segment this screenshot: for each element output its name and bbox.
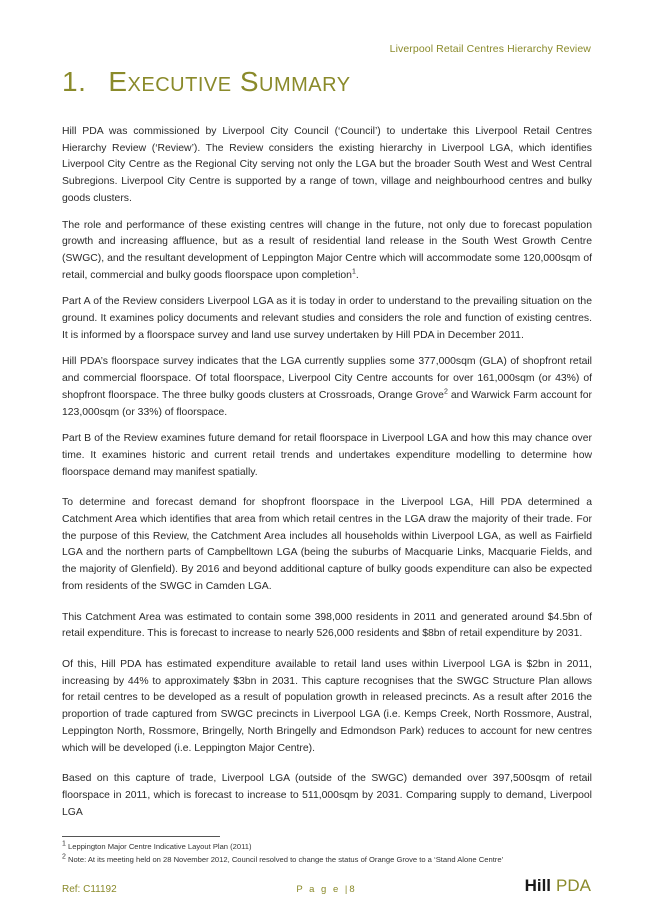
paragraph: The role and performance of these existing centres will change in the future, not only due to forecast population growth and increasing affluence, but as a result of residential land release in the South West Growth Centre (SWGC), and the resultant development of Leppington Major Centre which will accommodate some 120,000sqm of retail, commercial and bulky goods floorspace upon completion$^1$. — [62, 219, 592, 281]
section-number: 1. — [62, 66, 87, 97]
paragraph: Part B of the Review examines future demand for retail floorspace in Liverpool LGA and how this may chance over time. It examines historic and current retail trends and undertakes expenditure modelling to determine how floorspace demand may manifest spatially. — [62, 433, 592, 478]
paragraph: This Catchment Area was estimated to contain some 398,000 residents in 2011 and generated around $4.5bn of retail expenditure. This is forecast to increase to nearly 526,000 residents and $8bn of retail expenditure by 2031. — [62, 611, 592, 640]
footnote-ref: 1 — [351, 268, 356, 276]
footnote: $^1$ Leppington Major Centre Indicative Layout Plan (2011) — [62, 840, 252, 851]
footnote-ref: 2 — [443, 388, 448, 396]
paragraph: Hill PDA’s floorspace survey indicates that the LGA currently supplies some 377,000sqm (GLA) of shopfront retail and commercial floorspace. Of total floorspace, Liverpool City Centre accounts for over 161,000sqm (or 43%) of shopfront floorspace. The three bulky goods clusters at Crossroads, Orange Grove$^2$ and Warwick Farm account for 123,000sqm (or 33%) of floorspace. — [62, 356, 592, 418]
company-logo: Hill PDA — [524, 876, 591, 895]
paragraph: Part A of the Review considers Liverpool LGA as it is today in order to understand to the prevailing situation on the ground. It examines policy documents and relevant studies and considers the role and function of existing centres. It is informed by a floorspace survey and land use survey undertaken by Hill PDA in December 2011. — [62, 296, 592, 341]
footer-reference: Ref: C11192 — [62, 884, 117, 895]
footnote-divider — [62, 836, 220, 837]
running-header: Liverpool Retail Centres Hierarchy Review — [389, 43, 591, 55]
footnote: $^2$ Note: At its meeting held on 28 November 2012, Council resolved to change the status of Orange Grove to a ‘Stand Alone Centre’ — [62, 852, 504, 864]
body-text — [62, 124, 592, 831]
section-title: Executive Summary — [108, 66, 351, 97]
page-number: P a g e |8 — [296, 884, 357, 895]
paragraph: Based on this capture of trade, Liverpool LGA (outside of the SWGC) demanded over 397,500sqm of retail floorspace in 2011, which is forecast to increase to 511,000sqm by 2031. Comparing supply to demand, Liverpool LGA — [62, 773, 592, 818]
paragraph: Hill PDA was commissioned by Liverpool City Council (‘Council’) to undertake this Liverpool Retail Centres Hierarchy Review (‘Review’). The Review considers the existing hierarchy in Liverpool LGA, which identifies Liverpool City Centre as the Regional City serving not only the LGA but the broader South West and West Central Subregions. Liverpool City Centre is supported by a range of town, village and neighbourhood centres and bulky goods clusters. — [62, 126, 592, 204]
paragraph: Of this, Hill PDA has estimated expenditure available to retail land uses within Liverpool LGA is $2bn in 2011, increasing by 44% to approximately $3bn in 2031. This capture recognises that the SWGC Structure Plan allows for retail centres to be developed as a result of population growth in released precincts. As a result after 2016 the proportion of trade captured from SWGC precincts in Liverpool LGA (i.e. Kemps Creek, North Rossmore, Austral, Leppington North, Rossmore, Bringelly, North Bringelly and Edmondson Park) reduces to account for new centres which will be developed (i.e. Leppington Major Centre). — [62, 658, 592, 754]
paragraph: To determine and forecast demand for shopfront floorspace in the Liverpool LGA, Hill PDA determined a Catchment Area which identifies that area from which retail centres in the LGA draw the majority of their trade. For the purpose of this Review, the Catchment Area includes all households within Liverpool LGA, as well as Fairfield LGA and the northern parts of Campbelltown LGA (being the suburbs of Macquarie Links, Macquarie Fields, and the majority of Glenfield). By 2016 and beyond additional capture of bulky goods expenditure can also be expected from residents of the SWGC in Camden LGA. — [62, 497, 592, 592]
section-heading — [62, 66, 351, 98]
footnotes — [62, 841, 592, 866]
